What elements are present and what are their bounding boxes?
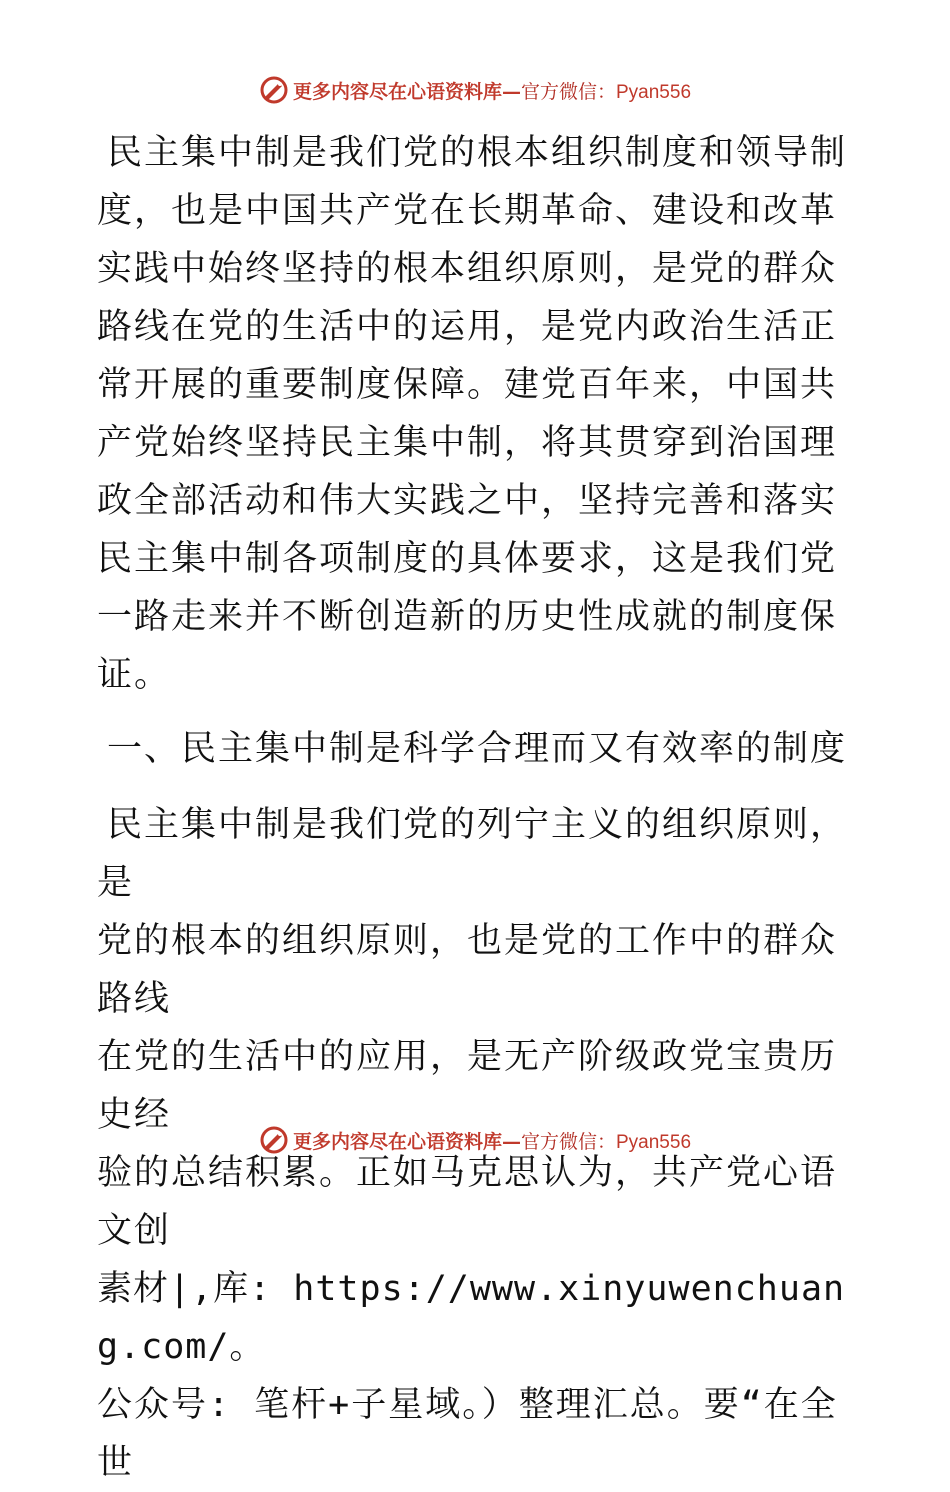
banner-wechat-label: 官方微信： [520,80,616,103]
header-watermark-banner [0,70,950,110]
body-line: 公众号: 笔杆+子星域。）整理汇总。要“在全世 [97,1385,838,1483]
body-line: 验的总结积累。正如马克思认为，共产党心语文创 [97,1153,838,1251]
body-line: 党的根本的组织原则，也是党的工作中的群众路线 [97,921,838,1019]
body-line: 素材|,库: https://www.xinyuwenchuang.com/。 [97,1269,846,1367]
pen-logo-icon [259,1125,289,1155]
body-line: 在党的生活中的应用，是无产阶级政党宝贵历史经 [97,1037,838,1135]
document-body [97,124,857,1492]
footer-watermark-banner [0,1120,950,1160]
intro-paragraph: 民主集中制是我们党的根本组织制度和领导制度，也是中国共产党在长期革命、建设和改革实践中始终坚持的根本组织原则，是党的群众路线在党的生活中的运用，是党内政治生活正常开展的重要制度保障。建党百年来，中国共产党始终坚持民主集中制，将其贯穿到治国理政全部活动和伟大实践之中，坚持完善和落实民主集中制各项制度的具体要求，这是我们党一路走来并不断创造新的历史性成就的制度保证。 [97,133,848,695]
banner-text [293,1127,691,1154]
banner-text [293,77,691,104]
banner-prefix: 更多内容尽在心语资料库— [292,80,521,103]
banner-wechat-label: 官方微信： [520,1130,616,1153]
banner-prefix: 更多内容尽在心语资料库— [292,1130,521,1153]
pen-logo-icon [259,75,289,105]
banner-wechat-id: Pyan556 [616,81,692,103]
section-heading: 一、民主集中制是科学合理而又有效率的制度 [107,729,848,769]
banner-wechat-id: Pyan556 [616,1131,692,1153]
body-line: 民主集中制是我们党的列宁主义的组织原则，是 [97,805,848,903]
